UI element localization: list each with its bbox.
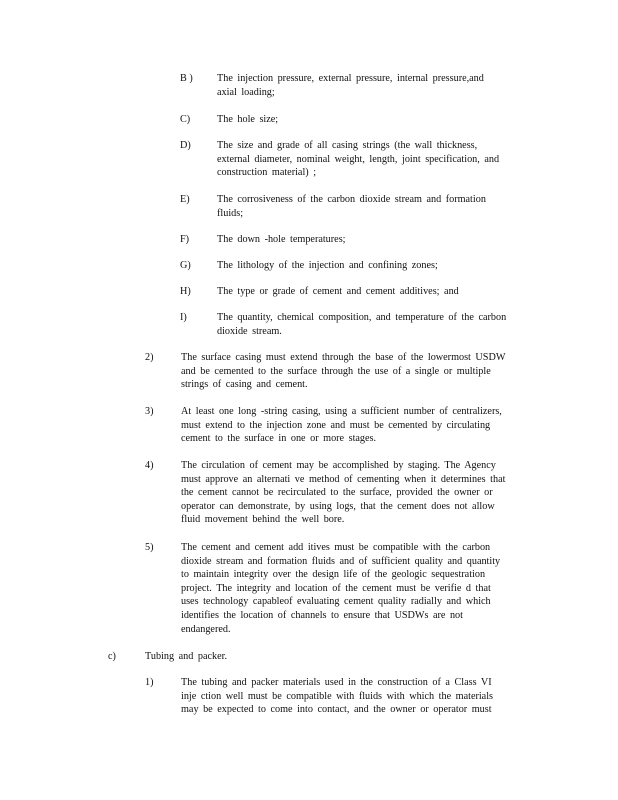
text-line: The tubing and packer materials used in the construction of a Class VI bbox=[181, 677, 492, 688]
text-line: The cement and cement add itives must be compatible with the carbon bbox=[181, 542, 491, 553]
numbered-item-3 bbox=[145, 405, 521, 447]
text-line: strings of casing and cement. bbox=[181, 379, 308, 391]
list-item-text bbox=[217, 139, 536, 180]
list-item-text bbox=[181, 459, 537, 527]
list-item-text bbox=[217, 259, 536, 273]
text-line: The quantity, chemical composition, and temperature of the carbon bbox=[217, 312, 507, 323]
numbered-item-4 bbox=[145, 459, 537, 529]
list-item-text bbox=[217, 311, 536, 338]
list-marker: I) bbox=[180, 312, 187, 323]
text-line: dioxide stream. bbox=[217, 325, 282, 337]
list-marker: 4) bbox=[145, 460, 154, 471]
list-item-c bbox=[180, 113, 536, 127]
list-item-text bbox=[217, 72, 536, 99]
text-line: external diameter, nominal weight, length, joint specification, and bbox=[217, 153, 500, 165]
list-marker: 3) bbox=[145, 406, 154, 417]
list-marker: H) bbox=[180, 286, 191, 297]
text-line: construction material) ; bbox=[217, 167, 317, 179]
text-line: fluid movement behind the well bore. bbox=[181, 514, 345, 526]
text-line: uses technology capableof evaluating cement quality radially and which bbox=[181, 596, 491, 608]
text-line: the cement cannot be recirculated to the surface, provided the owner or bbox=[181, 487, 493, 499]
list-marker: 5) bbox=[145, 542, 154, 553]
text-line: cement to the surface in one or more stages. bbox=[181, 433, 377, 445]
text-line: must approve an alternati ve method of cementing when it determines that bbox=[181, 473, 506, 485]
section-marker: c) bbox=[108, 651, 116, 662]
list-item-i bbox=[180, 311, 536, 339]
text-line: The injection pressure, external pressure, internal pressure,and bbox=[217, 73, 484, 84]
list-item-text bbox=[217, 285, 536, 299]
text-line: to maintain integrity over the design life of the geologic sequestration bbox=[181, 569, 486, 581]
list-item-d bbox=[180, 139, 536, 181]
list-item-text bbox=[181, 351, 511, 392]
section-c-heading bbox=[108, 650, 308, 664]
numbered-item-5 bbox=[145, 541, 533, 639]
text-line: inje ction well must be compatible with fluids with which the materials bbox=[181, 690, 494, 702]
text-line: project. The integrity and location of the cement must be verifie d that bbox=[181, 582, 491, 594]
text-line: The lithology of the injection and confining zones; bbox=[217, 260, 438, 271]
list-marker: G) bbox=[180, 260, 191, 271]
text-line: The hole size; bbox=[217, 114, 279, 125]
text-line: The type or grade of cement and cement additives; and bbox=[217, 286, 459, 297]
list-item-h bbox=[180, 285, 536, 299]
list-item-f bbox=[180, 233, 536, 247]
list-marker: C) bbox=[180, 114, 191, 125]
list-item-text bbox=[181, 405, 521, 446]
text-line: The down -hole temperatures; bbox=[217, 234, 346, 245]
list-item-text bbox=[217, 233, 536, 247]
text-line: The corrosiveness of the carbon dioxide stream and formation bbox=[217, 194, 486, 205]
text-line: The size and grade of all casing strings (the wall thickness, bbox=[217, 140, 478, 151]
tubing-item-1 bbox=[145, 676, 519, 718]
list-marker: D) bbox=[180, 140, 191, 151]
list-item-text bbox=[181, 676, 519, 717]
text-line: and be cemented to the surface through the use of a single or multiple bbox=[181, 365, 491, 377]
list-item-text bbox=[217, 193, 536, 220]
list-item-g bbox=[180, 259, 536, 273]
list-item-text bbox=[181, 541, 533, 636]
list-marker: E) bbox=[180, 194, 190, 205]
section-title: Tubing and packer. bbox=[145, 651, 228, 662]
list-item-text bbox=[217, 113, 536, 127]
text-line: endangered. bbox=[181, 623, 231, 635]
list-marker: 1) bbox=[145, 677, 154, 688]
text-line: axial loading; bbox=[217, 86, 275, 98]
text-line: The circulation of cement may be accomplished by staging. The Agency bbox=[181, 460, 496, 471]
list-item-e bbox=[180, 193, 536, 221]
text-line: identifies the location of channels to ensure that USDWs are not bbox=[181, 609, 463, 621]
text-line: At least one long -string casing, using a sufficient number of centralizers, bbox=[181, 406, 502, 417]
list-marker: B ) bbox=[180, 73, 193, 84]
text-line: The surface casing must extend through the base of the lowermost USDW bbox=[181, 352, 506, 363]
numbered-item-2 bbox=[145, 351, 511, 393]
list-marker: 2) bbox=[145, 352, 154, 363]
text-line: may be expected to come into contact, and the owner or operator must bbox=[181, 704, 492, 716]
text-line: fluids; bbox=[217, 207, 244, 219]
list-item-b bbox=[180, 72, 536, 100]
list-marker: F) bbox=[180, 234, 190, 245]
text-line: dioxide stream and formation fluids and of sufficient quality and quantity bbox=[181, 555, 501, 567]
text-line: operator can demonstrate, by using logs, that the cement does not allow bbox=[181, 500, 495, 512]
text-line: must extend to the injection zone and must be cemented by circulating bbox=[181, 419, 491, 431]
